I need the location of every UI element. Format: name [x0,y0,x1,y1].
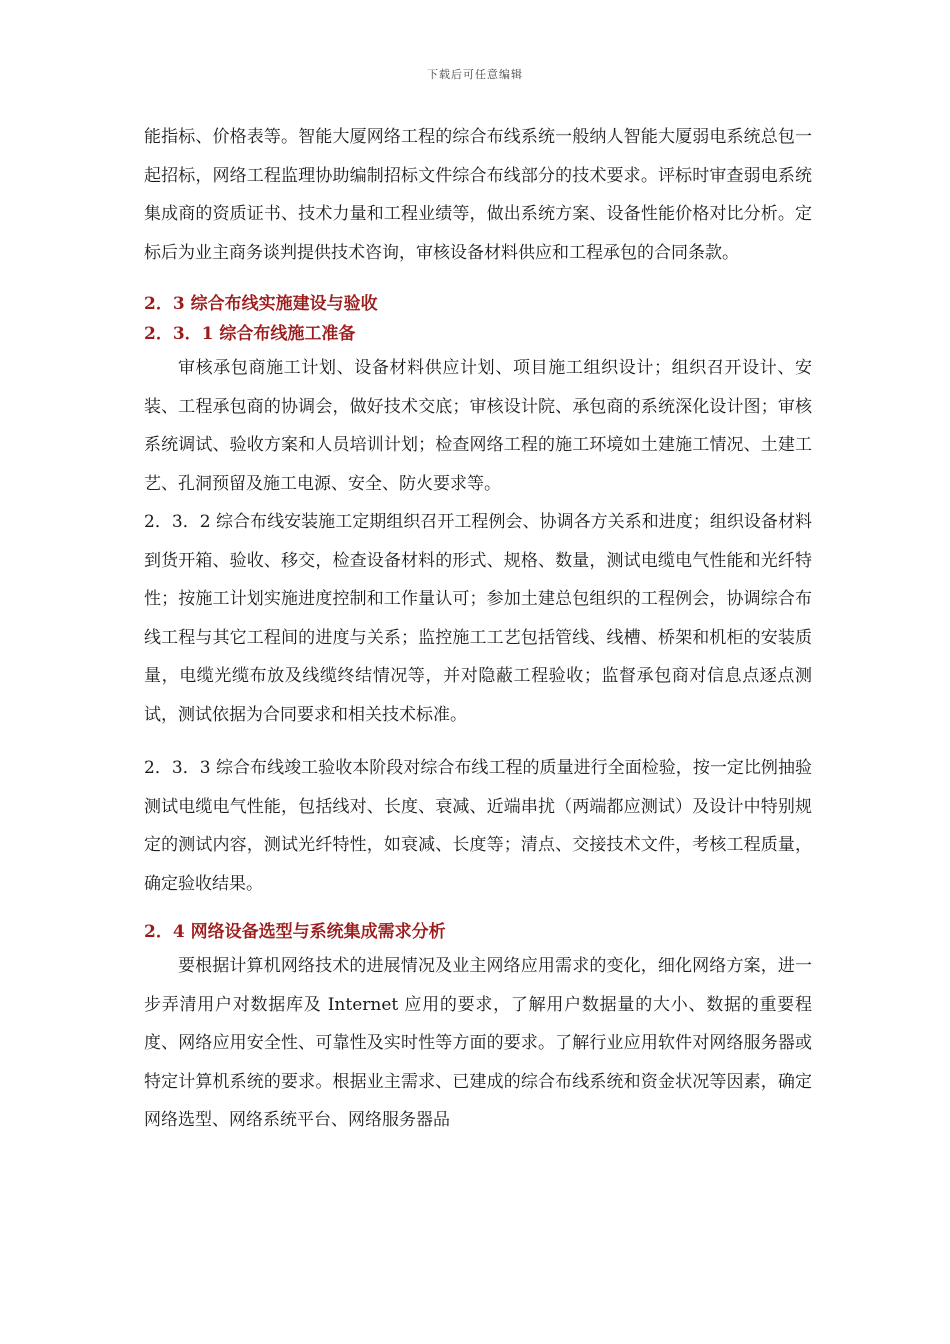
paragraph-completion-acceptance: 2．3．3 综合布线竣工验收本阶段对综合布线工程的质量进行全面检验，按一定比例抽验测试电缆电气性能，包括线对、长度、衰减、近端串扰（两端都应测试）及设计中特别规定的测试内容，测试光纤特性，如衰减、长度等；清点、交接技术文件，考核工程质量，确定验收结果。 [144,758,812,894]
spacer [144,903,812,917]
paragraph-installation-construction: 2．3．2 综合布线安装施工定期组织召开工程例会、协调各方关系和进度；组织设备材料到货开箱、验收、移交，检查设备材料的形式、规格、数量，测试电缆电气性能和光纤特性；按施工计划实施进度控制和工作量认可；参加土建总包组织的工程例会，协调综合布线工程与其它工程间的进度与关系；监控施工工艺包括管线、线槽、桥架和机柜的安装质量，电缆光缆布放及线缆终结情况等，并对隐蔽工程验收；监督承包商对信息点逐点测试，测试依据为合同要求和相关技术标准。 [144,512,812,725]
section-heading-2-3: 2．3 综合布线实施建设与验收 [144,294,378,314]
section-heading-2-4: 2．4 网络设备选型与系统集成需求分析 [144,922,446,942]
subsection-heading-2-3-1: 2．3．1 综合布线施工准备 [144,324,356,344]
spacer [144,734,812,749]
spacer [144,272,812,289]
paragraph-equipment-selection: 要根据计算机网络技术的进展情况及业主网络应用需求的变化，细化网络方案，进一步弄清用户对数据库及 Internet 应用的要求，了解用户数据量的大小、数据的重要程度、网络应用安全性、可靠性及实时性等方面的要求。了解行业应用软件对网络服务器或特定计算机系统的要求。根据业主需求、已建成的综合布线系统和资金状况等因素，确定网络选型、网络系统平台、网络服务器品 [144,956,812,1130]
document-body [144,118,812,1140]
page-header: 下载后可任意编辑 [427,68,523,81]
paragraph-construction-preparation: 审核承包商施工计划、设备材料供应计划、项目施工组织设计；组织召开设计、安装、工程承包商的协调会，做好技术交底；审核设计院、承包商的系统深化设计图；审核系统调试、验收方案和人员培训计划；检查网络工程的施工环境如土建施工情况、土建工艺、孔洞预留及施工电源、安全、防火要求等。 [144,358,812,494]
paragraph-bidding-assessment: 能指标、价格表等。智能大厦网络工程的综合布线系统一般纳人智能大厦弱电系统总包一起招标，网络工程监理协助编制招标文件综合布线部分的技术要求。评标时审查弱电系统集成商的资质证书、技术力量和工程业绩等，做出系统方案、设备性能价格对比分析。定标后为业主商务谈判提供技术咨询，审核设备材料供应和工程承包的合同条款。 [144,127,812,263]
